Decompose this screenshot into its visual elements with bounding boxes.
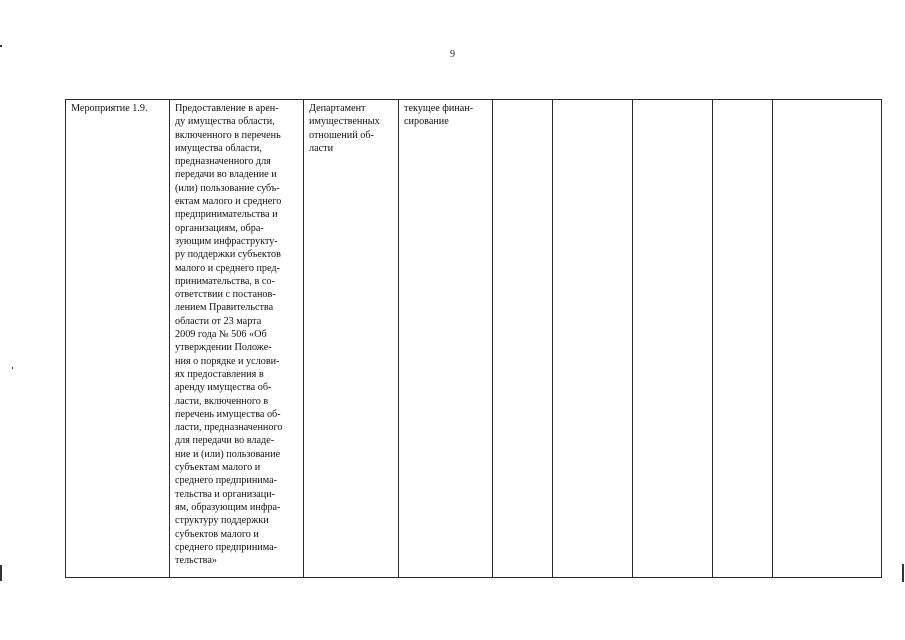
empty-cell-6 xyxy=(553,100,633,578)
empty-cell-5 xyxy=(493,100,553,578)
executor-name: Департамент имущественных отношений об- ласти xyxy=(309,103,380,154)
measure-cell xyxy=(66,100,170,578)
measure-description: Предоставление в арен- ду имущества области, включенного в перечень имущества области, предназначенного для передачи во владение и (или) пользование субъ- ектам малого и среднего предпринимательства и организациям, обра- зующим инфраструкту- ру поддержки субъектов малого и среднего пред- принимательства, в со- ответствии с постанов- лением Правительства области от 23 марта 2009 года № 506 «Об утверждении Положе- ния о порядке и услови- ях предоставления в аренду имущества об- ласти, включенного в перечень имущества об- ласти, предназначенного для передачи во владе- ние и (или) пользование субъектам малого и среднего предпринима- тельства и организаци- ям, образующим инфра- структуру поддержки субъектов малого и среднего предпринима- тельства» xyxy=(175,103,283,567)
empty-cell-8 xyxy=(713,100,773,578)
scan-mark-bottom-right xyxy=(902,564,904,582)
measures-table xyxy=(65,99,882,578)
scan-mark-bottom-left xyxy=(0,565,2,581)
description-cell xyxy=(170,100,304,578)
page-number: 9 xyxy=(450,49,455,60)
executor-cell xyxy=(304,100,399,578)
financing-source: текущее финан- сирование xyxy=(404,103,474,128)
financing-cell xyxy=(399,100,493,578)
measure-number: Мероприятие 1.9. xyxy=(71,103,148,114)
empty-cell-9 xyxy=(773,100,882,578)
empty-cell-7 xyxy=(633,100,713,578)
scan-mark-mid-left xyxy=(12,367,13,369)
table-row xyxy=(66,100,882,578)
scan-mark-top-left xyxy=(0,45,2,47)
